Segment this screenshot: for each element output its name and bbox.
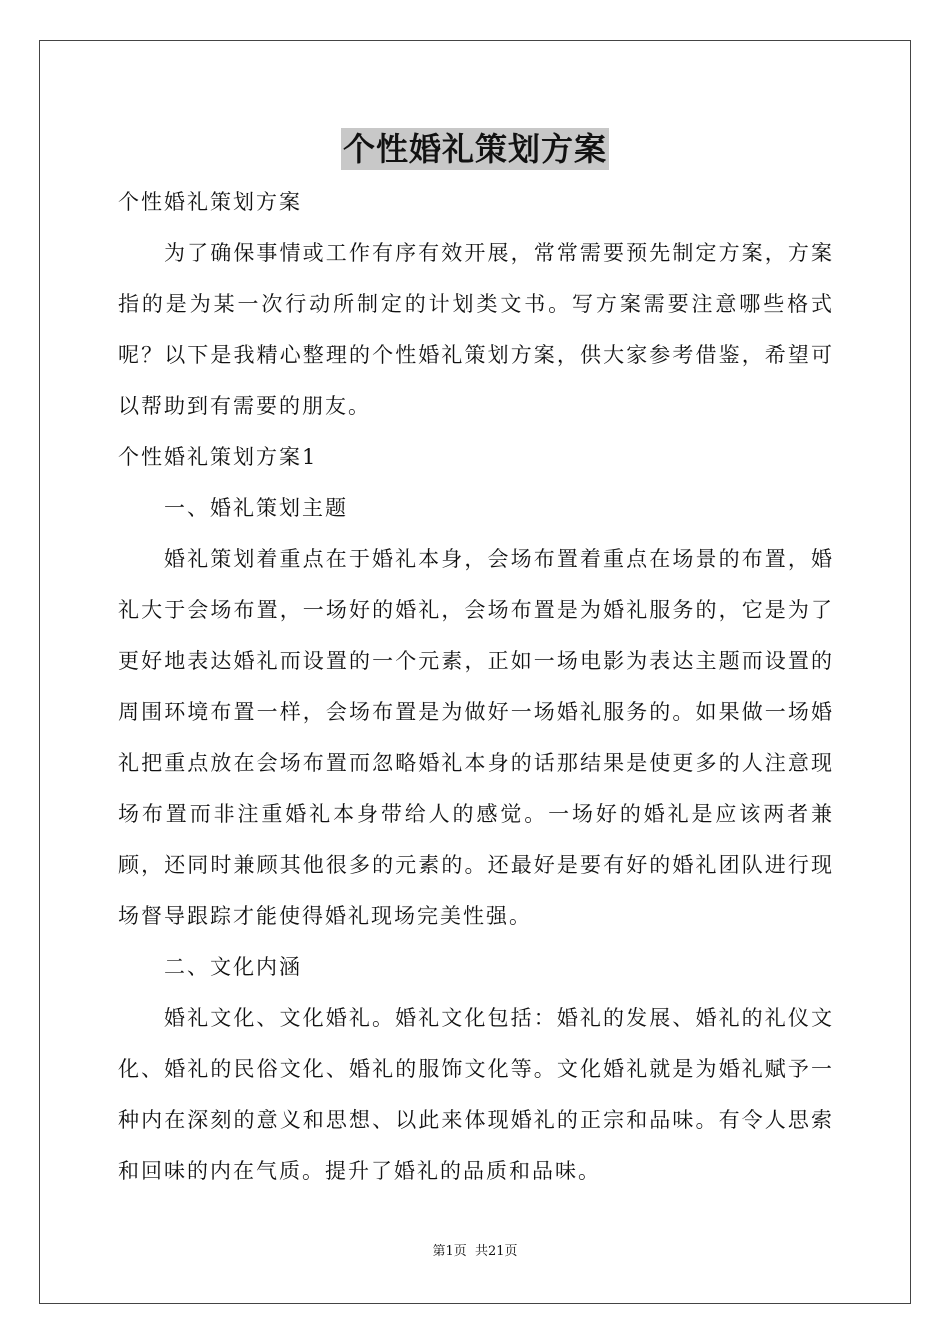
page-number: 第1页 xyxy=(432,1244,467,1259)
page-footer xyxy=(0,1243,950,1261)
document-title: 个性婚礼策划方案 xyxy=(342,130,607,168)
heading-culture: 二、文化内涵 xyxy=(164,955,302,979)
section-title: 个性婚礼策划方案1 xyxy=(118,445,318,469)
paragraph-culture: 婚礼文化、文化婚礼。婚礼文化包括：婚礼的发展、婚礼的礼仪文化、婚礼的民俗文化、婚礼的服饰文化等。文化婚礼就是为婚礼赋予一种内在深刻的意义和思想、以此来体现婚礼的正宗和品味。有令人思索和回味的内在气质。提升了婚礼的品质和品味。 xyxy=(118,1006,834,1183)
title-container xyxy=(0,128,950,170)
heading-theme: 一、婚礼策划主题 xyxy=(164,496,348,520)
document-body xyxy=(118,177,834,1197)
intro-paragraph: 为了确保事情或工作有序有效开展，常常需要预先制定方案，方案指的是为某一次行动所制定的计划类文书。写方案需要注意哪些格式呢？以下是我精心整理的个性婚礼策划方案，供大家参考借鉴，希望可以帮助到有需要的朋友。 xyxy=(118,241,834,418)
paragraph-theme: 婚礼策划着重点在于婚礼本身，会场布置着重点在场景的布置，婚礼大于会场布置，一场好的婚礼，会场布置是为婚礼服务的，它是为了更好地表达婚礼而设置的一个元素，正如一场电影为表达主题而设置的周围环境布置一样，会场布置是为做好一场婚礼服务的。如果做一场婚礼把重点放在会场布置而忽略婚礼本身的话那结果是使更多的人注意现场布置而非注重婚礼本身带给人的感觉。一场好的婚礼是应该两者兼顾，还同时兼顾其他很多的元素的。还最好是要有好的婚礼团队进行现场督导跟踪才能使得婚礼现场完美性强。 xyxy=(118,547,834,928)
document-subtitle: 个性婚礼策划方案 xyxy=(118,190,302,214)
page-total: 共21页 xyxy=(474,1244,518,1259)
